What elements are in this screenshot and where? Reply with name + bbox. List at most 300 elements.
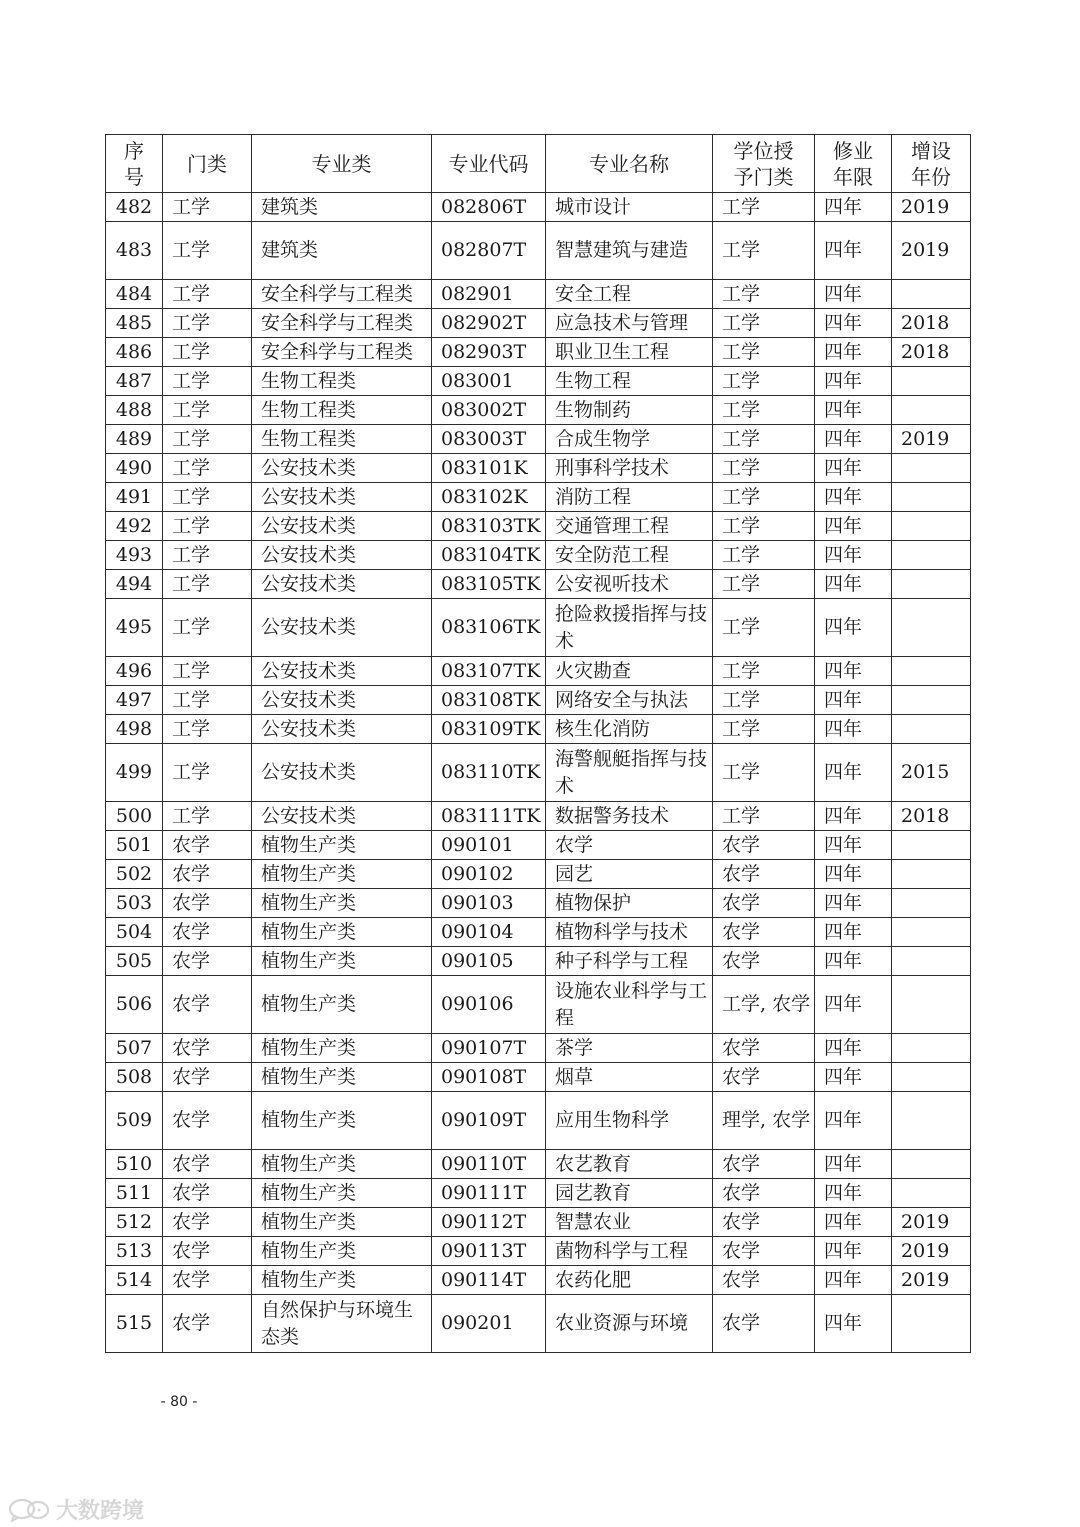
table-cell: 四年 bbox=[815, 599, 892, 657]
table-cell: 合成生物学 bbox=[546, 425, 713, 454]
table-cell: 农学 bbox=[163, 831, 252, 860]
table-cell: 工学 bbox=[713, 483, 815, 512]
table-row bbox=[106, 570, 971, 599]
table-cell: 490 bbox=[106, 454, 163, 483]
table-cell: 四年 bbox=[815, 1179, 892, 1208]
table-cell: 农学 bbox=[713, 889, 815, 918]
table-cell bbox=[892, 396, 971, 425]
table-cell: 智慧农业 bbox=[546, 1208, 713, 1237]
table-row bbox=[106, 947, 971, 976]
table-cell: 090114T bbox=[432, 1266, 546, 1295]
table-cell: 农学 bbox=[163, 1150, 252, 1179]
table-cell: 工学 bbox=[163, 222, 252, 280]
table-cell: 农学 bbox=[163, 1179, 252, 1208]
table-cell: 植物生产类 bbox=[252, 889, 432, 918]
table-cell bbox=[892, 918, 971, 947]
table-row bbox=[106, 454, 971, 483]
table-cell: 公安技术类 bbox=[252, 512, 432, 541]
column-header: 专业类 bbox=[252, 135, 432, 193]
column-header: 专业名称 bbox=[546, 135, 713, 193]
table-cell: 工学 bbox=[163, 193, 252, 222]
table-row bbox=[106, 541, 971, 570]
table-cell bbox=[892, 715, 971, 744]
table-cell: 083103TK bbox=[432, 512, 546, 541]
table-cell: 工学 bbox=[163, 541, 252, 570]
table-cell bbox=[892, 831, 971, 860]
table-cell: 499 bbox=[106, 744, 163, 802]
table-cell: 506 bbox=[106, 976, 163, 1034]
table-cell: 农药化肥 bbox=[546, 1266, 713, 1295]
table-cell: 应急技术与管理 bbox=[546, 309, 713, 338]
table-cell: 植物生产类 bbox=[252, 1034, 432, 1063]
table-cell: 植物保护 bbox=[546, 889, 713, 918]
table-cell: 安全科学与工程类 bbox=[252, 309, 432, 338]
table-cell: 抢险救援指挥与技术 bbox=[546, 599, 713, 657]
column-header: 门类 bbox=[163, 135, 252, 193]
table-cell: 四年 bbox=[815, 222, 892, 280]
table-cell: 2019 bbox=[892, 222, 971, 280]
table-cell: 四年 bbox=[815, 1092, 892, 1150]
table-cell: 生物工程类 bbox=[252, 396, 432, 425]
table-cell: 082807T bbox=[432, 222, 546, 280]
table-cell: 四年 bbox=[815, 1237, 892, 1266]
table-cell: 090111T bbox=[432, 1179, 546, 1208]
table-cell bbox=[892, 976, 971, 1034]
table-cell: 496 bbox=[106, 657, 163, 686]
table-cell: 工学 bbox=[163, 715, 252, 744]
table-cell bbox=[892, 686, 971, 715]
table-cell: 090103 bbox=[432, 889, 546, 918]
table-cell: 海警舰艇指挥与技术 bbox=[546, 744, 713, 802]
table-cell: 487 bbox=[106, 367, 163, 396]
table-cell: 植物生产类 bbox=[252, 1208, 432, 1237]
table-cell: 501 bbox=[106, 831, 163, 860]
table-cell: 2015 bbox=[892, 744, 971, 802]
table-cell: 090104 bbox=[432, 918, 546, 947]
table-cell bbox=[892, 512, 971, 541]
table-cell: 安全科学与工程类 bbox=[252, 280, 432, 309]
table-cell: 四年 bbox=[815, 976, 892, 1034]
table-cell: 菌物科学与工程 bbox=[546, 1237, 713, 1266]
table-cell: 工学 bbox=[163, 744, 252, 802]
table-cell: 植物生产类 bbox=[252, 831, 432, 860]
table-cell: 植物生产类 bbox=[252, 860, 432, 889]
table-cell: 工学 bbox=[713, 541, 815, 570]
table-cell: 2019 bbox=[892, 193, 971, 222]
table-cell: 四年 bbox=[815, 454, 892, 483]
table-cell: 082902T bbox=[432, 309, 546, 338]
table-cell: 农学 bbox=[713, 1179, 815, 1208]
table-cell: 农业资源与环境 bbox=[546, 1295, 713, 1353]
table-cell: 农学 bbox=[713, 1208, 815, 1237]
table-cell: 090106 bbox=[432, 976, 546, 1034]
table-cell: 农学 bbox=[713, 918, 815, 947]
table-cell: 智慧建筑与建造 bbox=[546, 222, 713, 280]
table-cell: 核生化消防 bbox=[546, 715, 713, 744]
table-cell: 公安技术类 bbox=[252, 541, 432, 570]
table-cell bbox=[892, 570, 971, 599]
table-cell: 090102 bbox=[432, 860, 546, 889]
table-cell: 四年 bbox=[815, 1063, 892, 1092]
table-cell: 四年 bbox=[815, 860, 892, 889]
table-cell: 植物生产类 bbox=[252, 1092, 432, 1150]
table-cell: 497 bbox=[106, 686, 163, 715]
table-row bbox=[106, 280, 971, 309]
table-cell: 083101K bbox=[432, 454, 546, 483]
table-cell: 四年 bbox=[815, 512, 892, 541]
table-cell bbox=[892, 367, 971, 396]
table-cell: 农学 bbox=[163, 918, 252, 947]
table-cell: 505 bbox=[106, 947, 163, 976]
table-cell: 514 bbox=[106, 1266, 163, 1295]
table-cell: 090113T bbox=[432, 1237, 546, 1266]
table-cell: 工学 bbox=[713, 193, 815, 222]
table-row bbox=[106, 1237, 971, 1266]
table-row bbox=[106, 396, 971, 425]
table-cell bbox=[892, 1295, 971, 1353]
table-cell: 工学 bbox=[713, 396, 815, 425]
table-cell: 工学 bbox=[713, 512, 815, 541]
table-row bbox=[106, 425, 971, 454]
table-cell: 农学 bbox=[713, 860, 815, 889]
table-cell: 483 bbox=[106, 222, 163, 280]
column-header: 专业代码 bbox=[432, 135, 546, 193]
table-row bbox=[106, 1295, 971, 1353]
table-row bbox=[106, 802, 971, 831]
watermark bbox=[8, 1494, 144, 1525]
table-cell: 083106TK bbox=[432, 599, 546, 657]
table-cell: 083003T bbox=[432, 425, 546, 454]
table-cell: 植物生产类 bbox=[252, 947, 432, 976]
table-cell: 农学 bbox=[713, 1266, 815, 1295]
table-cell: 刑事科学技术 bbox=[546, 454, 713, 483]
table-cell: 植物生产类 bbox=[252, 1179, 432, 1208]
table-cell: 083105TK bbox=[432, 570, 546, 599]
table-cell: 农学 bbox=[713, 1150, 815, 1179]
table-cell: 四年 bbox=[815, 802, 892, 831]
table-cell: 网络安全与执法 bbox=[546, 686, 713, 715]
table-cell bbox=[892, 599, 971, 657]
table-cell bbox=[892, 280, 971, 309]
table-cell: 四年 bbox=[815, 831, 892, 860]
table-cell: 工学 bbox=[713, 222, 815, 280]
table-cell: 2019 bbox=[892, 1266, 971, 1295]
table-cell: 工学, 农学 bbox=[713, 976, 815, 1034]
table-cell: 公安技术类 bbox=[252, 483, 432, 512]
table-cell bbox=[892, 1092, 971, 1150]
table-cell: 园艺 bbox=[546, 860, 713, 889]
table-cell: 工学 bbox=[713, 309, 815, 338]
table-cell: 工学 bbox=[163, 802, 252, 831]
table-cell: 486 bbox=[106, 338, 163, 367]
table-row bbox=[106, 715, 971, 744]
page-number: - 80 - bbox=[160, 1394, 198, 1410]
table-cell: 四年 bbox=[815, 744, 892, 802]
table-cell: 082806T bbox=[432, 193, 546, 222]
table-cell: 507 bbox=[106, 1034, 163, 1063]
table-cell: 090107T bbox=[432, 1034, 546, 1063]
table-cell: 工学 bbox=[163, 338, 252, 367]
table-cell: 农学 bbox=[713, 831, 815, 860]
table-cell bbox=[892, 1150, 971, 1179]
table-cell: 应用生物科学 bbox=[546, 1092, 713, 1150]
table-cell: 植物生产类 bbox=[252, 1063, 432, 1092]
table-cell: 工学 bbox=[713, 744, 815, 802]
table-cell: 四年 bbox=[815, 657, 892, 686]
table-cell bbox=[892, 889, 971, 918]
table-cell: 090112T bbox=[432, 1208, 546, 1237]
table-cell: 公安技术类 bbox=[252, 454, 432, 483]
table-cell: 四年 bbox=[815, 686, 892, 715]
table-cell: 农学 bbox=[713, 1063, 815, 1092]
table-cell: 509 bbox=[106, 1092, 163, 1150]
table-cell: 090108T bbox=[432, 1063, 546, 1092]
table-cell: 494 bbox=[106, 570, 163, 599]
table-row bbox=[106, 860, 971, 889]
table-row bbox=[106, 657, 971, 686]
table-cell: 四年 bbox=[815, 541, 892, 570]
table-cell: 工学 bbox=[713, 657, 815, 686]
table-cell: 工学 bbox=[713, 338, 815, 367]
table-cell: 四年 bbox=[815, 1034, 892, 1063]
watermark-text: 大数跨境 bbox=[56, 1499, 145, 1524]
table-cell: 083110TK bbox=[432, 744, 546, 802]
table-cell: 火灾勘查 bbox=[546, 657, 713, 686]
column-header: 增设 年份 bbox=[892, 135, 971, 193]
table-cell: 488 bbox=[106, 396, 163, 425]
table-cell: 公安技术类 bbox=[252, 715, 432, 744]
table-cell: 设施农业科学与工程 bbox=[546, 976, 713, 1034]
table-cell: 公安技术类 bbox=[252, 686, 432, 715]
table-cell: 农学 bbox=[163, 1208, 252, 1237]
table-cell: 2019 bbox=[892, 425, 971, 454]
table-cell: 数据警务技术 bbox=[546, 802, 713, 831]
table-cell: 090201 bbox=[432, 1295, 546, 1353]
table-cell: 农学 bbox=[163, 1034, 252, 1063]
table-cell: 城市设计 bbox=[546, 193, 713, 222]
table-cell: 四年 bbox=[815, 918, 892, 947]
table-cell: 植物生产类 bbox=[252, 1237, 432, 1266]
table-cell: 农学 bbox=[163, 1237, 252, 1266]
table-cell: 四年 bbox=[815, 1208, 892, 1237]
table-row bbox=[106, 1208, 971, 1237]
table-cell bbox=[892, 454, 971, 483]
table-cell: 090109T bbox=[432, 1092, 546, 1150]
table-cell: 493 bbox=[106, 541, 163, 570]
table-cell: 茶学 bbox=[546, 1034, 713, 1063]
table-cell: 工学 bbox=[163, 280, 252, 309]
table-cell: 生物工程类 bbox=[252, 425, 432, 454]
table-cell: 种子科学与工程 bbox=[546, 947, 713, 976]
table-cell: 四年 bbox=[815, 338, 892, 367]
table-cell: 公安技术类 bbox=[252, 570, 432, 599]
table-cell: 公安视听技术 bbox=[546, 570, 713, 599]
table-cell: 工学 bbox=[163, 454, 252, 483]
table-cell: 工学 bbox=[163, 570, 252, 599]
table-row bbox=[106, 367, 971, 396]
chat-bubbles-logo-icon bbox=[8, 1498, 52, 1522]
table-cell: 083109TK bbox=[432, 715, 546, 744]
table-cell: 植物生产类 bbox=[252, 1266, 432, 1295]
header-row bbox=[106, 135, 971, 193]
table-cell bbox=[892, 657, 971, 686]
table-cell: 农学 bbox=[163, 889, 252, 918]
table-cell: 四年 bbox=[815, 193, 892, 222]
table-cell: 090105 bbox=[432, 947, 546, 976]
table-cell: 工学 bbox=[713, 802, 815, 831]
table-cell: 083001 bbox=[432, 367, 546, 396]
table-cell: 职业卫生工程 bbox=[546, 338, 713, 367]
table-cell: 495 bbox=[106, 599, 163, 657]
table-cell: 四年 bbox=[815, 1295, 892, 1353]
table-header bbox=[106, 135, 971, 193]
table-row bbox=[106, 918, 971, 947]
column-header: 修业 年限 bbox=[815, 135, 892, 193]
table-cell: 工学 bbox=[713, 454, 815, 483]
table-row bbox=[106, 744, 971, 802]
table-cell: 工学 bbox=[713, 367, 815, 396]
table-cell: 安全科学与工程类 bbox=[252, 338, 432, 367]
table-cell: 工学 bbox=[713, 599, 815, 657]
table-cell: 安全工程 bbox=[546, 280, 713, 309]
table-cell: 510 bbox=[106, 1150, 163, 1179]
table-cell: 484 bbox=[106, 280, 163, 309]
table-cell: 083108TK bbox=[432, 686, 546, 715]
table-cell: 园艺教育 bbox=[546, 1179, 713, 1208]
table-row bbox=[106, 1034, 971, 1063]
table-cell: 理学, 农学 bbox=[713, 1092, 815, 1150]
table-cell: 自然保护与环境生态类 bbox=[252, 1295, 432, 1353]
table-row bbox=[106, 1092, 971, 1150]
table-cell: 四年 bbox=[815, 280, 892, 309]
table-cell: 工学 bbox=[163, 599, 252, 657]
table-cell: 工学 bbox=[163, 309, 252, 338]
table-cell: 四年 bbox=[815, 309, 892, 338]
table-cell: 农学 bbox=[163, 860, 252, 889]
table-row bbox=[106, 599, 971, 657]
table-cell: 安全防范工程 bbox=[546, 541, 713, 570]
table-cell: 090110T bbox=[432, 1150, 546, 1179]
table-cell: 工学 bbox=[163, 657, 252, 686]
table-cell: 082903T bbox=[432, 338, 546, 367]
table-row bbox=[106, 338, 971, 367]
table-cell bbox=[892, 1179, 971, 1208]
table-cell: 农艺教育 bbox=[546, 1150, 713, 1179]
table-cell: 农学 bbox=[163, 1092, 252, 1150]
table-cell: 工学 bbox=[713, 570, 815, 599]
table-cell: 植物生产类 bbox=[252, 976, 432, 1034]
table-row bbox=[106, 889, 971, 918]
table-cell: 513 bbox=[106, 1237, 163, 1266]
table-cell: 公安技术类 bbox=[252, 744, 432, 802]
table-cell: 090101 bbox=[432, 831, 546, 860]
table-cell: 生物制药 bbox=[546, 396, 713, 425]
table-cell: 四年 bbox=[815, 570, 892, 599]
table-cell: 农学 bbox=[713, 1237, 815, 1266]
table-row bbox=[106, 193, 971, 222]
table-cell: 083107TK bbox=[432, 657, 546, 686]
table-row bbox=[106, 1150, 971, 1179]
table-cell: 503 bbox=[106, 889, 163, 918]
table-cell: 工学 bbox=[713, 280, 815, 309]
table-cell bbox=[892, 483, 971, 512]
table-cell: 083102K bbox=[432, 483, 546, 512]
table-cell: 公安技术类 bbox=[252, 599, 432, 657]
table-cell: 农学 bbox=[713, 1034, 815, 1063]
table-cell: 500 bbox=[106, 802, 163, 831]
table-cell: 2019 bbox=[892, 1237, 971, 1266]
table-cell: 2019 bbox=[892, 1208, 971, 1237]
table-cell: 工学 bbox=[163, 396, 252, 425]
table-row bbox=[106, 976, 971, 1034]
table-cell: 农学 bbox=[713, 1295, 815, 1353]
table-cell: 四年 bbox=[815, 889, 892, 918]
table-cell: 498 bbox=[106, 715, 163, 744]
table-cell: 504 bbox=[106, 918, 163, 947]
table-cell: 083111TK bbox=[432, 802, 546, 831]
table-cell: 四年 bbox=[815, 1266, 892, 1295]
table-cell: 植物科学与技术 bbox=[546, 918, 713, 947]
table-cell: 492 bbox=[106, 512, 163, 541]
table-cell: 四年 bbox=[815, 396, 892, 425]
table-cell: 烟草 bbox=[546, 1063, 713, 1092]
table-cell: 082901 bbox=[432, 280, 546, 309]
table-cell: 公安技术类 bbox=[252, 657, 432, 686]
table-cell bbox=[892, 1063, 971, 1092]
table-cell: 农学 bbox=[163, 1266, 252, 1295]
table-cell: 农学 bbox=[163, 1295, 252, 1353]
table-cell: 四年 bbox=[815, 367, 892, 396]
table-cell: 公安技术类 bbox=[252, 802, 432, 831]
table-cell: 四年 bbox=[815, 483, 892, 512]
table-cell: 515 bbox=[106, 1295, 163, 1353]
table-cell: 四年 bbox=[815, 947, 892, 976]
major-catalog-table bbox=[105, 134, 971, 1353]
table-cell: 工学 bbox=[713, 715, 815, 744]
table-cell: 工学 bbox=[713, 425, 815, 454]
table-cell bbox=[892, 860, 971, 889]
table-cell: 工学 bbox=[163, 686, 252, 715]
table-row bbox=[106, 1063, 971, 1092]
table-cell: 四年 bbox=[815, 1150, 892, 1179]
table-cell: 工学 bbox=[163, 483, 252, 512]
table-cell: 农学 bbox=[163, 947, 252, 976]
table-cell bbox=[892, 1034, 971, 1063]
table-cell: 农学 bbox=[713, 947, 815, 976]
table-row bbox=[106, 1179, 971, 1208]
table-cell: 511 bbox=[106, 1179, 163, 1208]
table-cell: 交通管理工程 bbox=[546, 512, 713, 541]
table-row bbox=[106, 309, 971, 338]
table-row bbox=[106, 483, 971, 512]
table-cell: 工学 bbox=[163, 425, 252, 454]
table-cell: 485 bbox=[106, 309, 163, 338]
table-cell: 083002T bbox=[432, 396, 546, 425]
table-row bbox=[106, 686, 971, 715]
table-cell: 植物生产类 bbox=[252, 1150, 432, 1179]
table-cell: 四年 bbox=[815, 715, 892, 744]
table-cell: 491 bbox=[106, 483, 163, 512]
table-row bbox=[106, 1266, 971, 1295]
table-cell: 消防工程 bbox=[546, 483, 713, 512]
table-cell bbox=[892, 541, 971, 570]
table-cell: 农学 bbox=[163, 976, 252, 1034]
table-cell: 生物工程 bbox=[546, 367, 713, 396]
table-row bbox=[106, 831, 971, 860]
table-cell: 工学 bbox=[163, 367, 252, 396]
table-row bbox=[106, 512, 971, 541]
table-cell bbox=[892, 947, 971, 976]
